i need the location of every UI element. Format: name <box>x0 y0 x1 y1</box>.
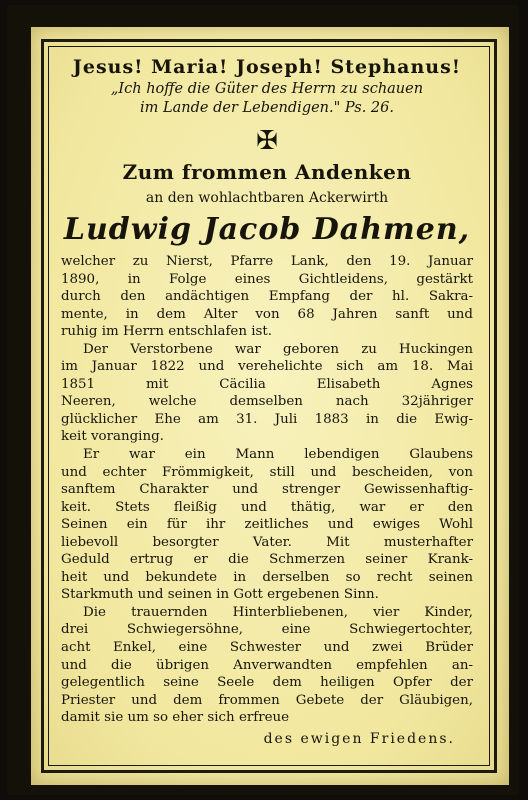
text-line: Neeren, welche demselben nach 32jähriger <box>61 394 473 410</box>
text-line: Seinen ein für ihr zeitliches und ewiges Wohl <box>61 517 473 533</box>
text-line: durch den andächtigen Empfang der hl. Sakra- <box>61 289 473 305</box>
text-line: drei Schwiegersöhne, eine Schwiegertochter, <box>61 622 473 638</box>
text-line: Der Verstorbene war geboren zu Huckingen <box>83 341 473 357</box>
text-line: sanftem Charakter und strenger Gewissenhaftig- <box>61 482 473 498</box>
heading: Zum frommen Andenken <box>122 160 412 184</box>
quote-line: „Ich hoffe die Güter des Herrn zu schauen <box>110 81 424 97</box>
text-line: Er war ein Mann lebendigen Glaubens <box>83 447 473 463</box>
quote-line: im Lande der Lebendigen." Ps. 26. <box>140 100 394 116</box>
text-line: glücklicher Ehe am 31. Juli 1883 in die Ewig- <box>61 411 473 427</box>
cross-icon: ✠ <box>256 126 278 156</box>
psalm-quote <box>61 80 473 118</box>
text-line: damit sie um so eher sich erfreue <box>61 710 290 726</box>
text-line: und echter Frömmigkeit, still und bescheiden, von <box>61 464 473 480</box>
text-line: Geduld ertrug er die Schmerzen seiner Krank- <box>61 552 473 568</box>
text-line: 1851 mit Cäcilia Elisabeth Agnes <box>61 376 473 392</box>
card-paper <box>31 27 509 785</box>
text-line: keit voranging. <box>61 429 164 445</box>
text-line: heit und bekundete in derselben so recht seinen <box>61 569 473 585</box>
text-line: Starkmuth und seinen in Gott ergebenen Sinn. <box>61 587 379 603</box>
invocation: Jesus! Maria! Joseph! Stephanus! <box>72 56 462 78</box>
text-line: welcher zu Nierst, Pfarre Lank, den 19. Januar <box>61 254 473 269</box>
deceased-name: Ludwig Jacob Dahmen, <box>63 212 471 247</box>
obituary-text <box>61 253 473 727</box>
text-line: acht Enkel, eine Schwester und zwei Brüder <box>61 640 473 656</box>
text-line: 1890, in Folge eines Gichtleidens, gestärkt <box>61 271 473 287</box>
text-line: ruhig im Herrn entschlafen ist. <box>61 324 273 340</box>
subheading: an den wohlachtbaren Ackerwirth <box>145 190 389 206</box>
text-line: Priester und dem frommen Gebete der Gläubigen, <box>61 692 473 708</box>
text-line: mente, in dem Alter von 68 Jahren sanft und <box>61 306 473 322</box>
text-line: und die übrigen Anverwandten empfehlen an- <box>61 657 473 673</box>
memorial-card <box>7 5 519 795</box>
card-content <box>61 48 473 747</box>
text-line: keit. Stets fleißig und thätig, war er den <box>61 499 473 515</box>
text-line: Die trauernden Hinterbliebenen, vier Kinder, <box>83 604 473 620</box>
text-line: im Januar 1822 und verehelichte sich am 18. Mai <box>61 359 473 375</box>
text-line: liebevoll besorgter Vater. Mit musterhafter <box>61 534 473 550</box>
closing-line: des ewigen Friedens. <box>263 730 455 747</box>
border-frame <box>41 39 497 773</box>
text-line: gelegentlich seine Seele dem heiligen Opfer der <box>61 675 473 691</box>
